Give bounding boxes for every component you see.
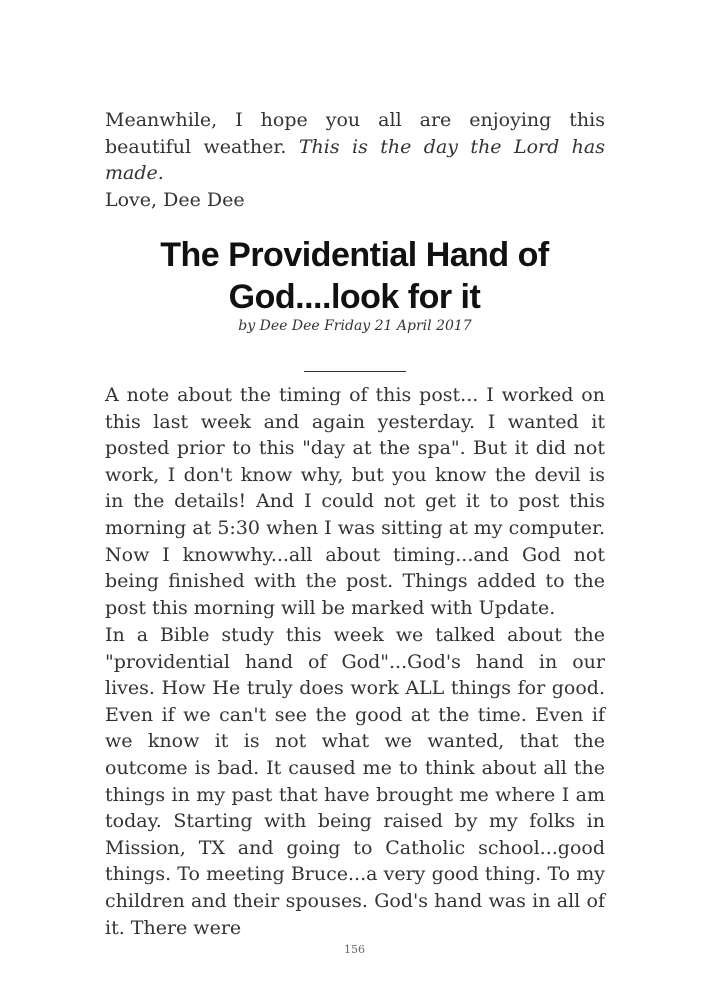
intro-signoff: Love, Dee Dee: [105, 188, 245, 211]
intro-paragraph: [105, 107, 605, 213]
post-title: The Providential Hand of God....look for it: [160, 236, 549, 316]
section-divider: [304, 371, 406, 372]
intro-emphasis: This is the day the Lord has made.: [105, 135, 605, 185]
body-paragraph-1: A note about the timing of this post... I worked on this last week and again yesterday. I wanted it posted prior to this "day at the spa". But it did not work, I don't know why, but you know the devil is in the details! And I could not get it to post this morning at 5:30 when I was sitting at my computer. Now I knowwhy...all about timing...and God not being finished with the post. Things added to the post this morning will be marked with Update.: [105, 384, 605, 619]
post-byline: by Dee Dee Friday 21 April 2017: [238, 318, 472, 334]
page-number: 156: [344, 943, 365, 956]
intro-text: Meanwhile, I hope you all are enjoying this beautiful weather.: [105, 109, 605, 158]
body-paragraph-2: In a Bible study this week we talked about the "providential hand of God"...God's hand in our lives. How He truly does work ALL things for good. Even if we can't see the good at the time. Even if we know it is not what we wanted, that the outcome is bad. It caused me to think about all the things in my past that have brought me where I am today. Starting with being raised by my folks in Mission, TX and going to Catholic school...good things. To meeting Bruce...a very good thing. To my children and their spouses. God's hand was in all of it. There were: [105, 624, 605, 939]
